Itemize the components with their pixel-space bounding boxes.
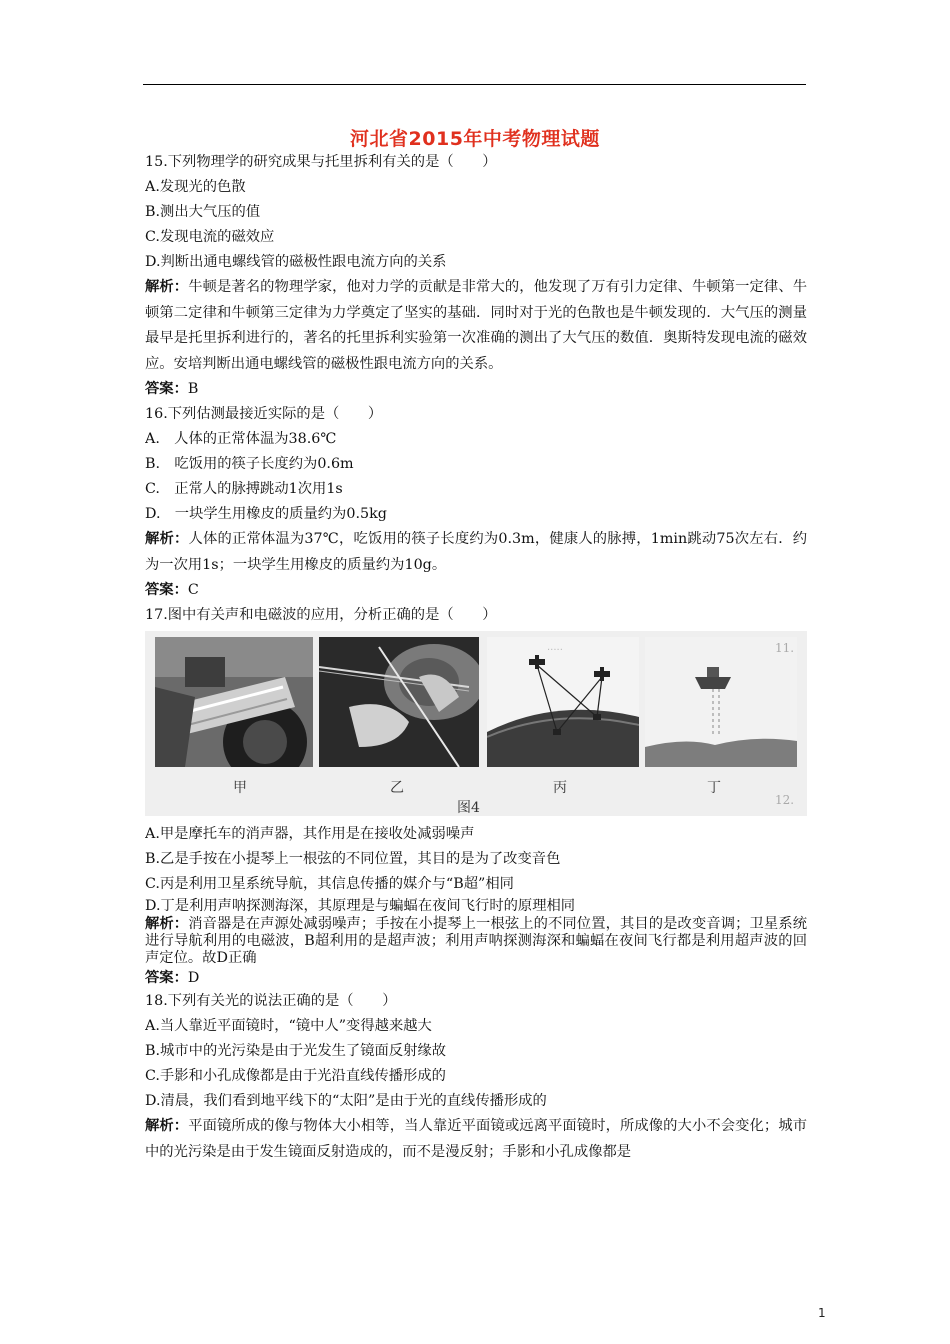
question-stem: 16.下列估测最接近实际的是（ ） xyxy=(145,406,383,422)
question-16 xyxy=(145,402,807,603)
header-rule xyxy=(143,84,806,85)
analysis xyxy=(145,916,807,967)
figure-photo-satellite-navigation xyxy=(487,637,639,767)
motorcycle-muffler-image xyxy=(155,637,313,767)
analysis-label: 解析： xyxy=(145,916,189,932)
figure-label: 图4 xyxy=(457,800,480,816)
option-b: B.城市中的光污染是由于光发生了镜面反射缘故 xyxy=(145,1043,446,1059)
question-stem: 15.下列物理学的研究成果与托里拆利有关的是（ ） xyxy=(145,154,497,170)
document-body xyxy=(145,150,807,1165)
figure-caption-ding: 丁 xyxy=(707,780,721,796)
analysis-label: 解析： xyxy=(145,531,189,547)
figure-photo-violin xyxy=(319,637,479,767)
option-c: C.丙是利用卫星系统导航，其信息传播的媒介与“B超”相同 xyxy=(145,876,514,892)
answer-label: 答案： xyxy=(145,970,188,986)
satellite-navigation-image xyxy=(487,637,639,767)
question-stem: 17.图中有关声和电磁波的应用，分析正确的是（ ） xyxy=(145,607,497,623)
analysis xyxy=(145,275,807,377)
answer xyxy=(145,377,807,402)
sonar-ship-image xyxy=(645,637,797,767)
violin-image xyxy=(319,637,479,767)
option-a: A.甲是摩托车的消声器，其作用是在接收处减弱噪声 xyxy=(145,826,475,842)
option-c: C.发现电流的磁效应 xyxy=(145,229,275,245)
figure-bleed-text-11: 11. xyxy=(775,641,795,655)
analysis-label: 解析： xyxy=(145,1118,189,1134)
page-number: 1 xyxy=(818,1306,826,1320)
option-d: D.丁是利用声呐探测海深，其原理是与蝙蝠在夜间飞行时的原理相同 xyxy=(145,898,576,914)
analysis-text: 人体的正常体温为37℃，吃饭用的筷子长度约为0.3m，健康人的脉搏，1min跳动75次左右．约为一次用1s；一块学生用橡皮的质量约为10g。 xyxy=(145,531,808,573)
figure-bleed-text-12: 12. xyxy=(775,793,795,807)
svg-text:·····: ····· xyxy=(547,645,563,656)
figure-photo-motorcycle-muffler xyxy=(155,637,313,767)
answer-label: 答案： xyxy=(145,381,188,397)
answer xyxy=(145,967,807,989)
option-d: D.清晨，我们看到地平线下的“太阳”是由于光的直线传播形成的 xyxy=(145,1093,547,1109)
option-a: A.发现光的色散 xyxy=(145,179,246,195)
option-c: C. 正常人的脉搏跳动1次用1s xyxy=(145,481,343,497)
option-a: A. 人体的正常体温为38.6℃ xyxy=(145,431,337,447)
analysis-label: 解析： xyxy=(145,279,189,295)
answer-value: C xyxy=(187,582,199,598)
question-stem: 18.下列有关光的说法正确的是（ ） xyxy=(145,993,397,1009)
figure-4 xyxy=(145,631,807,816)
option-b: B. 吃饭用的筷子长度约为0.6m xyxy=(145,456,354,472)
analysis xyxy=(145,1114,807,1165)
figure-caption-jia: 甲 xyxy=(233,780,247,796)
answer xyxy=(145,578,807,603)
question-17 xyxy=(145,603,807,989)
question-18 xyxy=(145,989,807,1165)
option-c: C.手影和小孔成像都是由于光沿直线传播形成的 xyxy=(145,1068,446,1084)
option-b: B.乙是手按在小提琴上一根弦的不同位置，其目的是为了改变音色 xyxy=(145,851,561,867)
analysis-text: 牛顿是著名的物理学家，他对力学的贡献是非常大的，他发现了万有引力定律、牛顿第一定律、牛顿第二定律和牛顿第三定律为力学奠定了坚实的基础．同时对于光的色散也是牛顿发现的．大气压的测量最早是托里拆利进行的，著名的托里拆利实验第一次准确的测出了大气压的数值．奥斯特发现电流的磁效应。安培判断出通电螺线管的磁极性跟电流方向的关系。 xyxy=(145,279,808,372)
figure-photo-sonar-ship xyxy=(645,637,797,767)
question-15 xyxy=(145,150,807,402)
option-d: D. 一块学生用橡皮的质量约为0.5kg xyxy=(145,506,387,522)
option-b: B.测出大气压的值 xyxy=(145,204,261,220)
option-d: D.判断出通电螺线管的磁极性跟电流方向的关系 xyxy=(145,254,447,270)
analysis-text: 消音器是在声源处减弱噪声；手按在小提琴上一根弦上的不同位置，其目的是改变音调；卫星系统进行导航利用的电磁波，B超利用的是超声波；利用声呐探测海深和蝙蝠在夜间飞行都是利用超声波的回声定位。故D正确 xyxy=(145,916,808,966)
answer-value: B xyxy=(187,381,199,397)
analysis-text: 平面镜所成的像与物体大小相等，当人靠近平面镜或远离平面镜时，所成像的大小不会变化；城市中的光污染是由于发生镜面反射造成的，而不是漫反射；手影和小孔成像都是 xyxy=(145,1118,808,1160)
analysis xyxy=(145,527,807,578)
figure-caption-bing: 丙 xyxy=(553,780,567,796)
page-title: 河北省2015年中考物理试题 xyxy=(350,128,600,150)
answer-label: 答案： xyxy=(145,582,188,598)
option-a: A.当人靠近平面镜时，“镜中人”变得越来越大 xyxy=(145,1018,432,1034)
answer-value: D xyxy=(187,970,200,986)
figure-caption-yi: 乙 xyxy=(390,780,404,796)
